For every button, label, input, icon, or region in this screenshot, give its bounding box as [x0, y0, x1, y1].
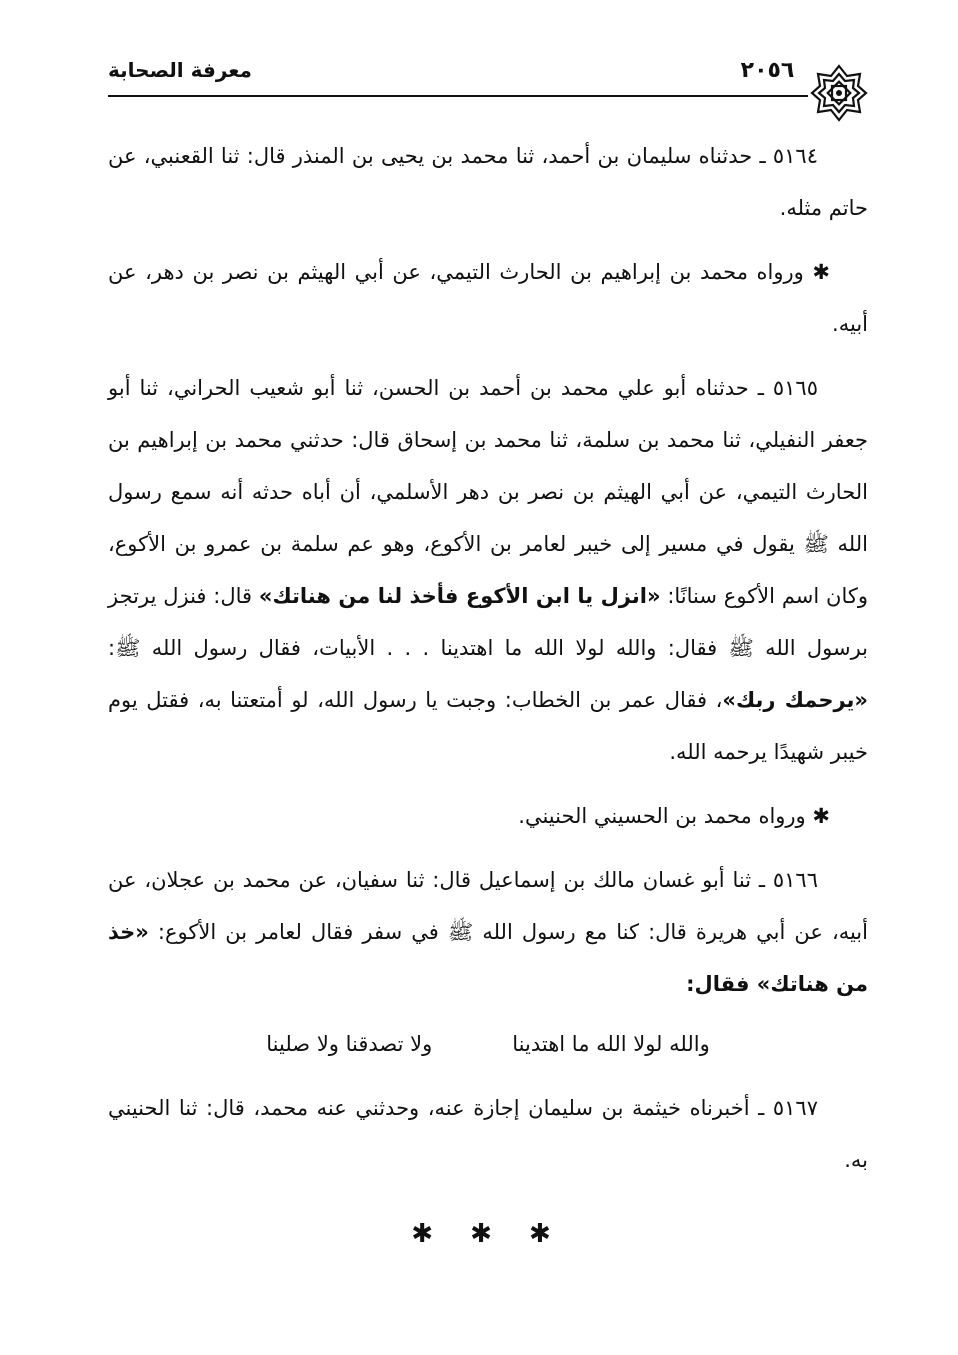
end-marker: ✱ ✱ ✱	[411, 1219, 565, 1249]
hadith-5164-text: ٥١٦٤ ـ حدثناه سليمان بن أحمد، ثنا محمد بن يحيى بن المنذر قال: ثنا القعنبي، عن حاتم مثله.	[108, 144, 868, 220]
body-text	[108, 130, 868, 1260]
hadith-5166-text-before: ٥١٦٦ ـ ثنا أبو غسان مالك بن إسماعيل قال: ثنا سفيان، عن محمد بن عجلان، عن أبيه، عن أبي هريرة قال: كنا مع رسول الله ﷺ في سفر فقال لعامر بن الأكوع:	[108, 868, 868, 944]
ornament-icon	[810, 64, 868, 122]
narration-note-2-text: ورواه محمد بن الحسيني الحنيني.	[518, 804, 806, 828]
hadith-5164	[108, 130, 868, 234]
narration-note-1-text: ورواه محمد بن إبراهيم بن الحارث التيمي، عن أبي الهيثم بن نصر بن دهر، عن أبيه.	[108, 260, 868, 336]
page-number: ٢٠٥٦	[740, 58, 795, 83]
hadith-5165-quote-1: «انزل يا ابن الأكوع فأخذ لنا من هناتك»	[258, 584, 661, 608]
narration-note-2	[108, 790, 868, 842]
hadith-5165	[108, 362, 868, 778]
running-title: معرفة الصحابة	[108, 58, 252, 82]
hadith-5165-quote-2: «يرحمك ربك»	[722, 688, 868, 712]
hadith-5166-text-after: فقال:	[686, 972, 757, 996]
hadith-5166	[108, 854, 868, 1010]
narration-note-1	[108, 246, 868, 350]
star-icon: ✱	[812, 804, 830, 828]
hadith-5165-text-middle: قال: فنزل يرتجز برسول الله ﷺ فقال: والله لولا الله ما اهتدينا . . . الأبيات، فقال رسول الله ﷺ:	[108, 584, 868, 660]
hadith-5167	[108, 1082, 868, 1186]
hadith-5166-quote: «خذ من هناتك»	[108, 920, 868, 996]
hadith-5165-text-before: ٥١٦٥ ـ حدثناه أبو علي محمد بن أحمد بن الحسن، ثنا أبو شعيب الحراني، ثنا أبو جعفر النفيلي، ثنا محمد بن سلمة، ثنا محمد بن إسحاق قال: حدثني محمد بن إبراهيم بن الحارث التيمي، عن أبي الهيثم بن نصر بن دهر الأسلمي، أن أباه حدثه أنه سمع رسول الله ﷺ يقول في مسير إلى خيبر لعامر بن الأكوع، وهو عم سلمة بن عمرو بن الأكوع، وكان اسم الأكوع سنانًا:	[108, 376, 869, 608]
hadith-5165-text-after: ، فقال عمر بن الخطاب: وجبت يا رسول الله، لو أمتعتنا به، فقتل يوم خيبر شهيدًا يرحمه الله.	[108, 688, 868, 764]
verse-hemistich-1: والله لولا الله ما اهتدينا	[512, 1032, 710, 1056]
hadith-5167-text: ٥١٦٧ ـ أخبرناه خيثمة بن سليمان إجازة عنه، وحدثني عنه محمد، قال: ثنا الحنيني به.	[108, 1096, 868, 1172]
header-rule	[108, 95, 808, 97]
verse-hemistich-2: ولا تصدقنا ولا صلينا	[266, 1032, 433, 1056]
poem-verse	[108, 1024, 868, 1064]
star-icon: ✱	[812, 260, 830, 284]
